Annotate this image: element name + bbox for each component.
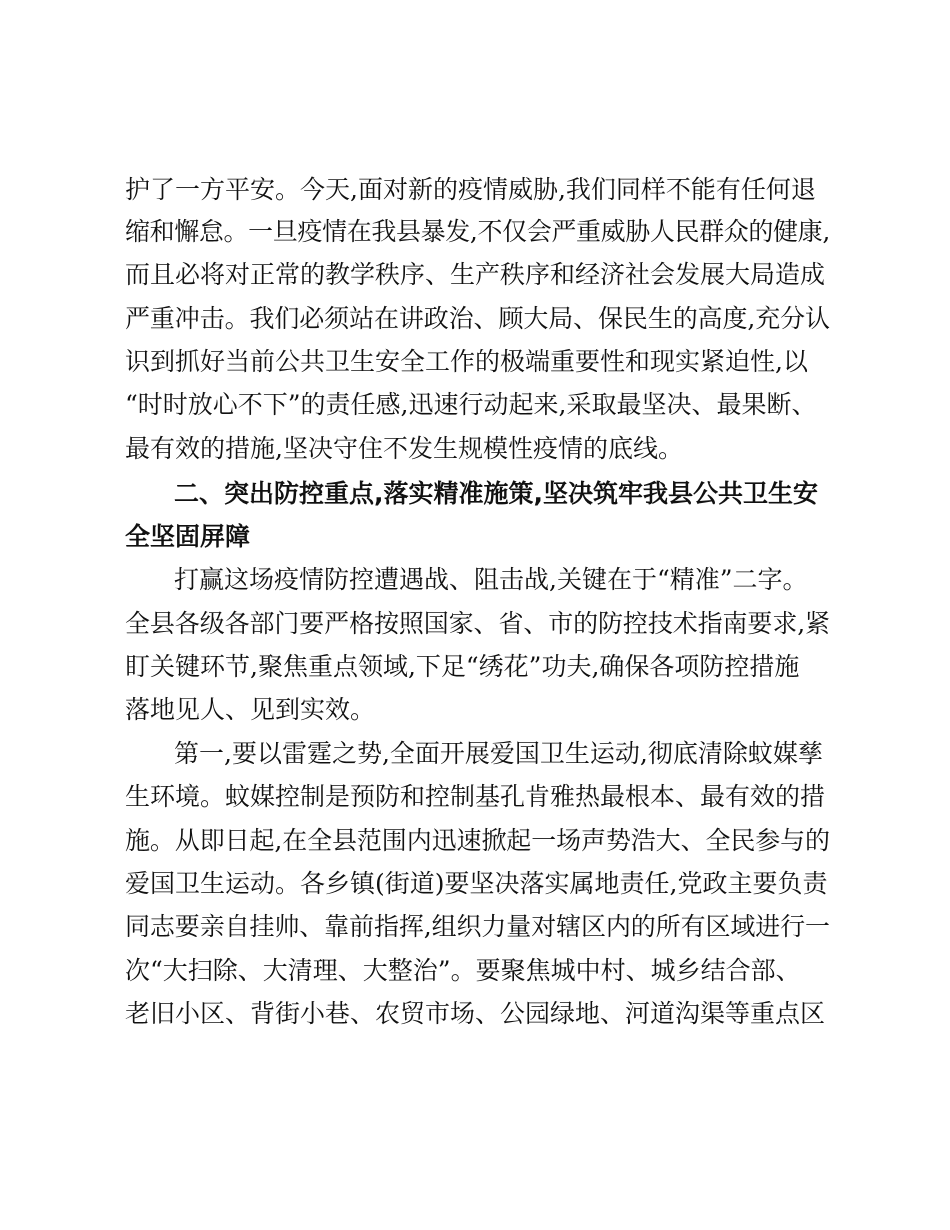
text-line: 施。从即日起,在全县范围内迅速掀起一场声势浩大、全民参与的 <box>125 826 830 855</box>
section-heading-continued: 全坚固屏障 <box>125 522 251 551</box>
text-line: 打赢这场疫情防控遭遇战、阻击战,关键在于“精准”二字。 <box>174 565 808 594</box>
text-line: 而且必将对正常的教学秩序、生产秩序和经济社会发展大局造成 <box>125 260 826 289</box>
text-line: 老旧小区、背街小巷、农贸市场、公园绿地、河道沟渠等重点区 <box>125 999 826 1028</box>
text-line: 盯关键环节,聚焦重点领域,下足“绣花”功夫,确保各项防控措施 <box>125 652 800 681</box>
text-line: 最有效的措施,坚决守住不发生规模性疫情的底线。 <box>125 434 683 463</box>
text-line: 同志要亲自挂帅、靠前指挥,组织力量对辖区内的所有区域进行一 <box>125 912 830 941</box>
text-line: 落地见人、见到实效。 <box>125 695 376 724</box>
text-line: 严重冲击。我们必须站在讲政治、顾大局、保民生的高度,充分认 <box>125 304 830 333</box>
text-line: 次“大扫除、大清理、大整治”。要聚焦城中村、城乡结合部、 <box>125 956 801 985</box>
text-line: 缩和懈怠。一旦疫情在我县暴发,不仅会严重威胁人民群众的健康, <box>125 217 830 246</box>
text-line: 第一,要以雷霆之势,全面开展爱国卫生运动,彻底清除蚊媒孳 <box>174 739 823 768</box>
text-line: 识到抓好当前公共卫生安全工作的极端重要性和现实紧迫性,以 <box>125 347 808 376</box>
text-line: “时时放心不下”的责任感,迅速行动起来,采取最坚决、最果断、 <box>125 390 817 419</box>
section-heading: 二、突出防控重点,落实精准施策,坚决筑牢我县公共卫生安 <box>174 479 818 508</box>
text-line: 护了一方平安。今天,面对新的疫情威胁,我们同样不能有任何退 <box>125 175 816 204</box>
text-line: 全县各级各部门要严格按照国家、省、市的防控技术指南要求,紧 <box>125 609 830 638</box>
text-line: 生环境。蚊媒控制是预防和控制基孔肯雅热最根本、最有效的措 <box>125 782 826 811</box>
text-line: 爱国卫生运动。各乡镇(街道)要坚决落实属地责任,党政主要负责 <box>125 869 828 898</box>
